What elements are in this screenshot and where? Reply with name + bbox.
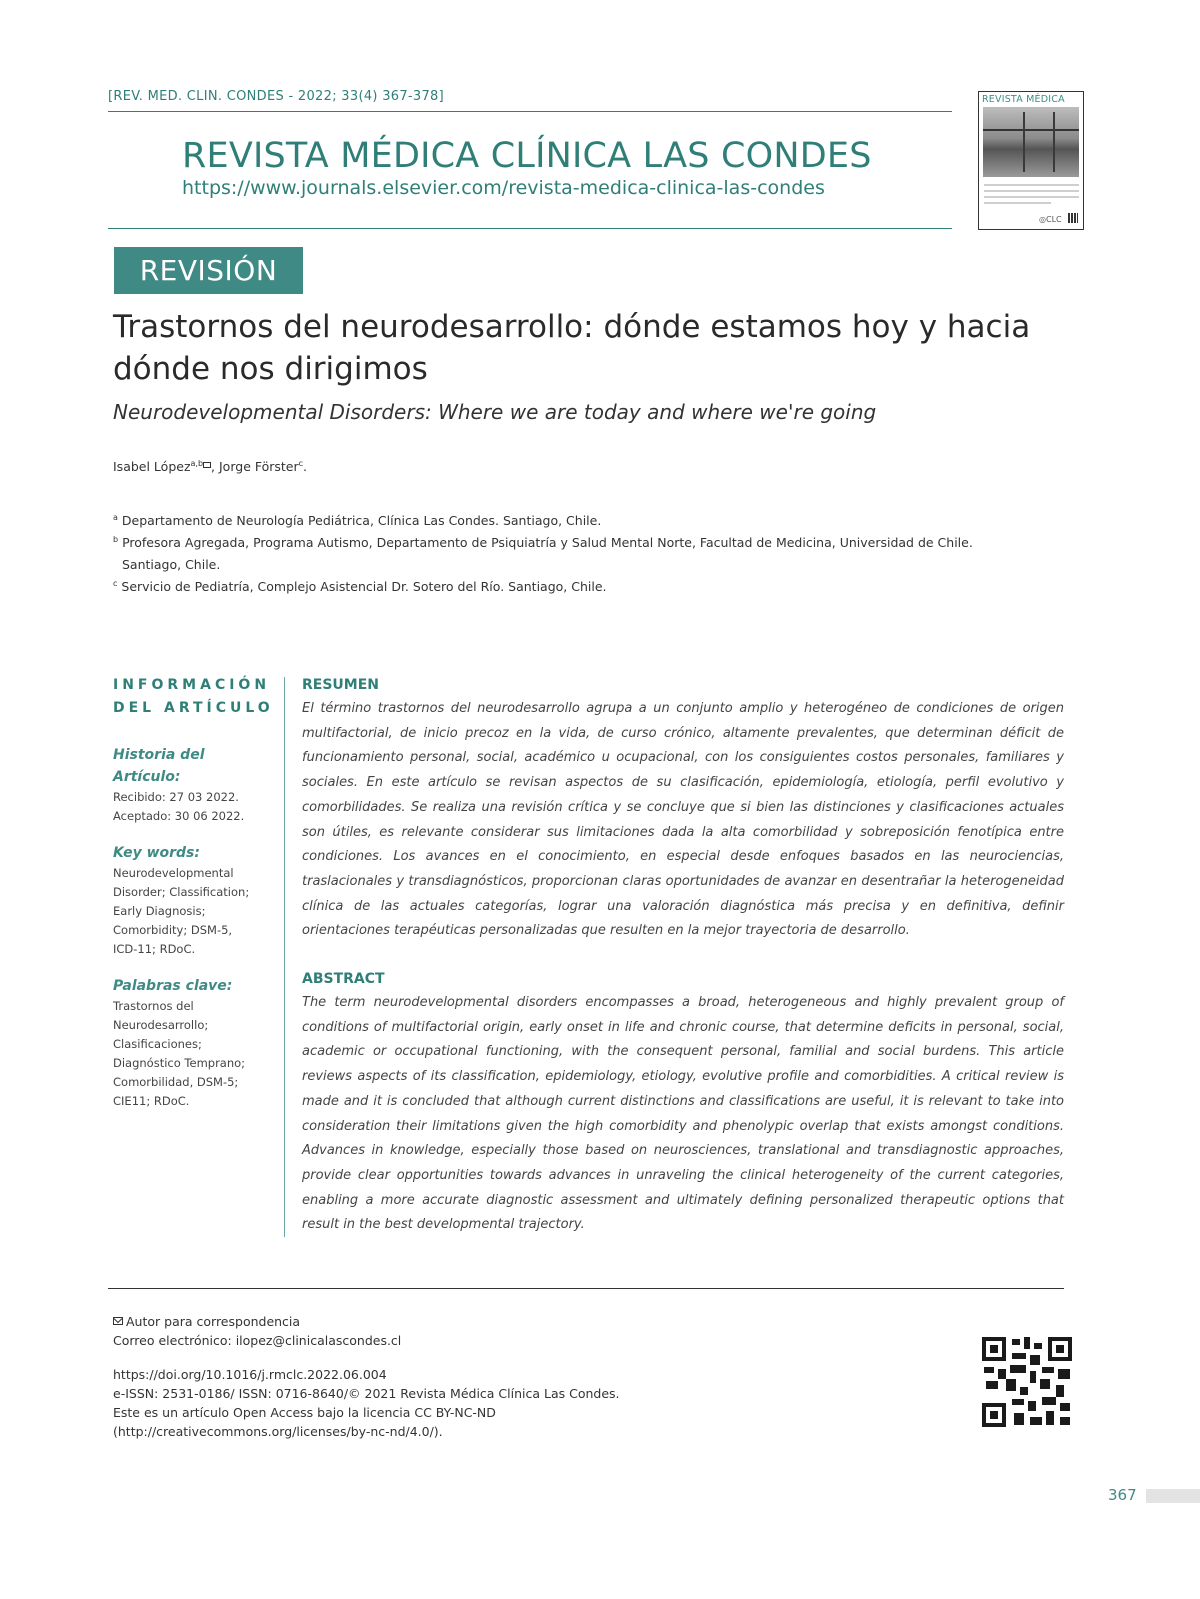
header-rule-bottom [108, 228, 952, 229]
correspondence-block [113, 1312, 401, 1350]
cover-photo [983, 107, 1079, 177]
footer-rule [108, 1288, 1064, 1289]
license-line: Este es un artículo Open Access bajo la licencia CC BY-NC-ND [113, 1405, 496, 1420]
author-affil-mark: c [298, 459, 304, 468]
affiliation-b: $^b$ Profesora Agregada, Programa Autismo, Departamento de Psiquiatría y Salud Mental Norte, Facultad de Medicina, Universidad de Chile. Santiago, Chile. [113, 535, 973, 573]
sidebar-divider [284, 677, 285, 1237]
palabras-line: CIE11; RDoC. [113, 1094, 190, 1108]
qr-code-icon [980, 1335, 1074, 1429]
abstract-text: The term neurodevelopmental disorders encompasses a broad, heterogeneous and highly prevalent group of conditions of multifactorial origin, early onset in life and chronic course, that determine deficits in personal, social, academic or occupational functioning, with the consequent personal, familial and social burdens. This article reviews aspects of its classification, epidemiology, etiology, evolutive profile and comorbidities. A critical review is made and it is concluded that although current distinctions and classifications are useful, it is relevant to take into consideration their limitations given the high comorbidity and phenolypic overlap that exists amongst conditions. Advances in knowledge, especially those based on neurosciences, translational and transdiagnostic approaches, provide clear opportunities towards advances in unraveling the clinical heterogeneity of the current categories, enabling a more accurate diagnostic assessment and ultimately defining personalized therapeutic options that result in the best developmental trajectory. [302, 995, 1064, 1233]
page-number: 367 [1108, 1486, 1137, 1504]
affiliation-a: $^a$ Departamento de Neurología Pediátrica, Clínica Las Condes. Santiago, Chile. [113, 513, 602, 529]
author-name: Isabel López [113, 459, 191, 475]
section-badge: REVISIÓN [114, 247, 303, 294]
mail-icon [203, 462, 211, 468]
cover-title: REVISTA MÉDICA [982, 94, 1065, 105]
resumen-section [302, 674, 1064, 944]
issn-line: e-ISSN: 2531-0186/ ISSN: 0716-8640/© 2021 Revista Médica Clínica Las Condes. [113, 1386, 620, 1401]
page-number-bar [1146, 1489, 1200, 1503]
author-name: Jorge Förster [219, 459, 299, 475]
palabras-line: Clasificaciones; [113, 1037, 202, 1051]
accepted-date: Aceptado: 30 06 2022. [113, 809, 245, 823]
author-list: Isabel López$^{a,b}$ , Jorge Förster$^c$. [113, 459, 308, 475]
article-title: Trastornos del neurodesarrollo: dónde estamos hoy y hacia dónde nos dirigimos [113, 309, 1031, 387]
received-date: Recibido: 27 03 2022. [113, 790, 239, 804]
palabras-line: Neurodesarrollo; [113, 1018, 209, 1032]
correspondence-label: Autor para correspondencia [126, 1314, 301, 1329]
cover-qr-icon [1068, 213, 1078, 223]
cover-text-lines [984, 184, 1079, 208]
doi-link[interactable]: https://doi.org/10.1016/j.rmclc.2022.06.004 [113, 1367, 387, 1382]
palabras-line: Diagnóstico Temprano; [113, 1056, 246, 1070]
license-url[interactable]: (http://creativecommons.org/licenses/by-nc-nd/4.0/). [113, 1424, 443, 1439]
affiliation-c: $^c$ Servicio de Pediatría, Complejo Asistencial Dr. Sotero del Río. Santiago, Chile. [113, 579, 607, 595]
journal-citation: [REV. MED. CLIN. CONDES - 2022; 33(4) 367-378] [108, 89, 444, 104]
palabras-line: Trastornos del [113, 999, 194, 1013]
article-subtitle: Neurodevelopmental Disorders: Where we are today and where we're going [113, 400, 877, 424]
keywords-line: Neurodevelopmental [113, 866, 234, 880]
author-affil-mark: a,b [190, 459, 204, 468]
keywords-line: Comorbidity; DSM-5, [113, 923, 233, 937]
publication-info [113, 1365, 620, 1441]
keywords-line: ICD-11; RDoC. [113, 942, 196, 956]
correspondence-email[interactable]: Correo electrónico: ilopez@clinicalascondes.cl [113, 1333, 402, 1348]
resumen-text: El término trastornos del neurodesarrollo agrupa a un conjunto amplio y heterogéneo de condiciones de origen multifactorial, de inicio precoz en la vida, de curso crónico, altamente prevalentes, que determinan déficit de funcionamiento personal, social, académico u ocupacional, con los consiguientes costos personales, familiares y sociales. En este artículo se revisan aspectos de su clasificación, epidemiología, etiología, perfil evolutivo y comorbilidades. Se realiza una revisión crítica y se concluye que si bien las distinciones y clasificaciones actuales son útiles, es relevante considerar sus limitaciones dada la alta comorbilidad y sobreposición fenotípica entre condiciones. Los avances en el conocimiento, en especial desde enfoques basados en las neurociencias, traslacionales y transdiagnósticos, proporcionan claras oportunidades de avanzar en desentrañar la heterogeneidad clínica de las actuales categorías, lograr una valoración diagnóstica más precisa y en definitiva, definir orientaciones terapéuticas personalizadas que resulten en la mejor trayectoria de desarrollo. [302, 701, 1064, 939]
header-rule-top [108, 111, 952, 112]
article-info-heading: INFORMACIÓN DEL ARTÍCULO [113, 677, 274, 716]
journal-cover-thumbnail [978, 91, 1084, 230]
article-info-sidebar [113, 674, 283, 1111]
mail-icon [113, 1317, 123, 1325]
keywords-heading: Key words: [113, 845, 200, 861]
cover-logo: ◎CLC [1039, 215, 1062, 224]
history-heading: Historia del Artículo: [113, 747, 205, 785]
keywords-line: Early Diagnosis; [113, 904, 206, 918]
palabras-clave-heading: Palabras clave: [113, 978, 233, 994]
journal-name: REVISTA MÉDICA CLÍNICA LAS CONDES [182, 136, 872, 176]
abstract-heading: ABSTRACT [302, 971, 385, 987]
abstract-section [302, 968, 1064, 1238]
journal-url-link[interactable]: https://www.journals.elsevier.com/revista-medica-clinica-las-condes [182, 177, 825, 199]
palabras-line: Comorbilidad, DSM-5; [113, 1075, 239, 1089]
keywords-line: Disorder; Classification; [113, 885, 250, 899]
resumen-heading: RESUMEN [302, 677, 380, 693]
